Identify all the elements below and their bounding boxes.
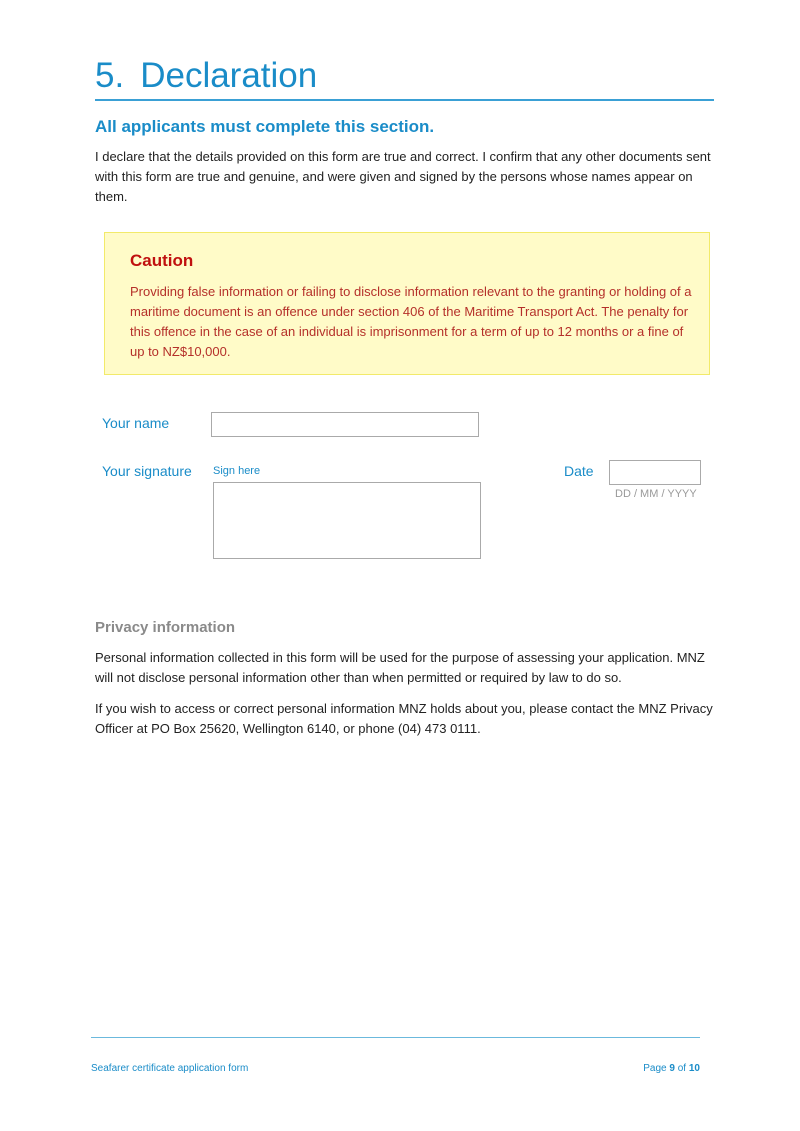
- section-number: 5.: [95, 56, 125, 95]
- current-page: 9: [669, 1063, 675, 1074]
- caution-body: Providing false information or failing to disclose information relevant to the granting or holding of a maritime document is an offence under section 406 of the Maritime Transport Act. The penalty for this offence in the case of an individual is imprisonment for a term of up to 12 months or a fine of up to NZ$10,000.: [130, 284, 692, 359]
- privacy-paragraph-1: Personal information collected in this form will be used for the purpose of assessing your application. MNZ will not disclose personal information other than when permitted or required by law to do so.: [95, 650, 705, 685]
- section-title: Declaration: [140, 56, 318, 95]
- date-label: Date: [564, 463, 594, 479]
- footer-title: Seafarer certificate application form: [91, 1063, 249, 1074]
- page-number: [643, 1063, 700, 1074]
- caution-box: [104, 232, 710, 375]
- signature-label: Your signature: [102, 463, 192, 479]
- caution-title: Caution: [130, 251, 194, 270]
- section-heading: [95, 56, 317, 96]
- heading-divider: [95, 99, 714, 101]
- footer-divider: [91, 1037, 700, 1038]
- declaration-text: I declare that the details provided on this form are true and correct. I confirm that any other documents sent with this form are true and genuine, and were given and signed by the persons whose names appear on them.: [95, 149, 711, 204]
- privacy-paragraph-2: If you wish to access or correct personal information MNZ holds about you, please contact the MNZ Privacy Officer at PO Box 25620, Wellington 6140, or phone (04) 473 0111.: [95, 701, 713, 736]
- section-subtitle: All applicants must complete this section.: [95, 117, 435, 136]
- signature-box[interactable]: [213, 482, 481, 559]
- page-of: of: [677, 1063, 687, 1074]
- date-format-hint: DD / MM / YYYY: [615, 488, 697, 500]
- privacy-heading: Privacy information: [95, 619, 236, 636]
- page-prefix: Page: [643, 1063, 667, 1074]
- signature-hint: Sign here: [213, 465, 261, 477]
- total-pages: 10: [688, 1063, 700, 1074]
- name-input[interactable]: [211, 412, 479, 437]
- date-input[interactable]: [609, 460, 701, 485]
- name-label: Your name: [102, 415, 170, 431]
